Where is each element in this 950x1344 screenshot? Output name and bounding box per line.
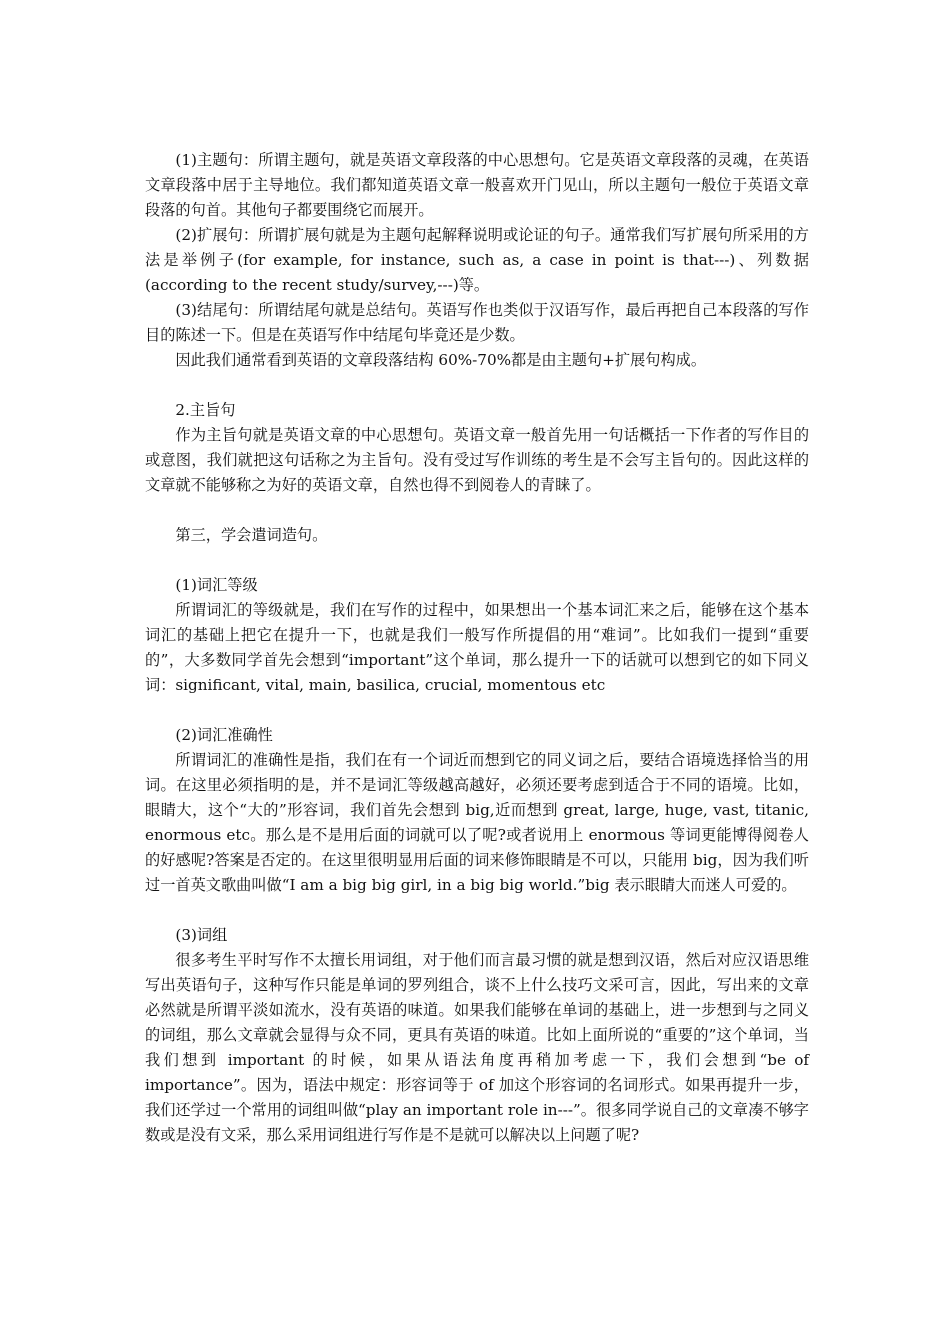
heading-vocabulary-accuracy: (2)词汇准确性	[175, 726, 273, 744]
paragraph-phrases: 很多考生平时写作不太擅长用词组，对于他们而言最习惯的就是想到汉语，然后对应汉语思维写出英语句子，这种写作只能是单词的罗列组合，谈不上什么技巧文采可言，因此，写出来的文章必然就是所谓平淡如流水，没有英语的味道。如果我们能够在单词的基础上，进一步想到与之同义的词组，那么文章就会显得与众不同，更具有英语的味道。比如上面所说的“重要的”这个单词，当我们想到 important 的时候，如果从语法角度再稍加考虑一下，我们会想到“be of importance”。因为，语法中规定：形容词等于 of 加这个形容词的名词形式。如果再提升一步，我们还学过一个常用的词组叫做“play an important role in---”。很多同学说自己的文章凑不够字数或是没有文采，那么采用词组进行写作是不是就可以解决以上问题了呢?	[145, 951, 809, 1144]
spacer	[145, 373, 809, 398]
spacer	[145, 898, 809, 923]
paragraph-thesis-sentence: 作为主旨句就是英语文章的中心思想句。英语文章一般首先用一句话概括一下作者的写作目的或意图，我们就把这句话称之为主旨句。没有受过写作训练的考生是不会写主旨句的。因此这样的文章就不能够称之为好的英语文章，自然也得不到阅卷人的青睐了。	[145, 426, 809, 494]
document-page	[145, 148, 809, 1148]
paragraph-vocabulary-accuracy: 所谓词汇的准确性是指，我们在有一个词近而想到它的同义词之后，要结合语境选择恰当的用词。在这里必须指明的是，并不是词汇等级越高越好，必须还要考虑到适合于不同的语境。比如，眼睛大，这个“大的”形容词，我们首先会想到 big,近而想到 great, large, huge, vast, titanic, enormous etc。那么是不是用后面的词就可以了呢?或者说用上 enormous 等词更能博得阅卷人的好感呢?答案是否定的。在这里很明显用后面的词来修饰眼睛是不可以，只能用 big，因为我们听过一首英文歌曲叫做“I am a big big girl, in a big big world.”big 表示眼睛大而迷人可爱的。	[145, 751, 809, 894]
spacer	[145, 548, 809, 573]
heading-word-choice: 第三，学会遣词造句。	[175, 526, 328, 544]
paragraph-expansion-sentence: (2)扩展句：所谓扩展句就是为主题句起解释说明或论证的句子。通常我们写扩展句所采用的方法是举例子(for example, for instance, such as, a case in point is that---)、列数据(according to the recent study/survey,---)等。	[145, 226, 809, 294]
heading-vocabulary-level: (1)词汇等级	[175, 576, 258, 594]
spacer	[145, 698, 809, 723]
paragraph-vocabulary-level: 所谓词汇的等级就是，我们在写作的过程中，如果想出一个基本词汇来之后，能够在这个基本词汇的基础上把它在提升一下，也就是我们一般写作所提倡的用“难词”。比如我们一提到“重要的”，大多数同学首先会想到“important”这个单词，那么提升一下的话就可以想到它的如下同义词：significant, vital, main, basilica, crucial, momentous etc	[145, 601, 809, 694]
heading-thesis-sentence: 2.主旨句	[175, 401, 236, 419]
spacer	[145, 498, 809, 523]
paragraph-structure-summary: 因此我们通常看到英语的文章段落结构 60%-70%都是由主题句+扩展句构成。	[175, 351, 707, 369]
paragraph-closing-sentence: (3)结尾句：所谓结尾句就是总结句。英语写作也类似于汉语写作，最后再把自己本段落的写作目的陈述一下。但是在英语写作中结尾句毕竟还是少数。	[145, 301, 809, 344]
paragraph-topic-sentence: (1)主题句：所谓主题句，就是英语文章段落的中心思想句。它是英语文章段落的灵魂，在英语文章段落中居于主导地位。我们都知道英语文章一般喜欢开门见山，所以主题句一般位于英语文章段落的句首。其他句子都要围绕它而展开。	[145, 151, 809, 219]
heading-phrases: (3)词组	[175, 926, 228, 944]
